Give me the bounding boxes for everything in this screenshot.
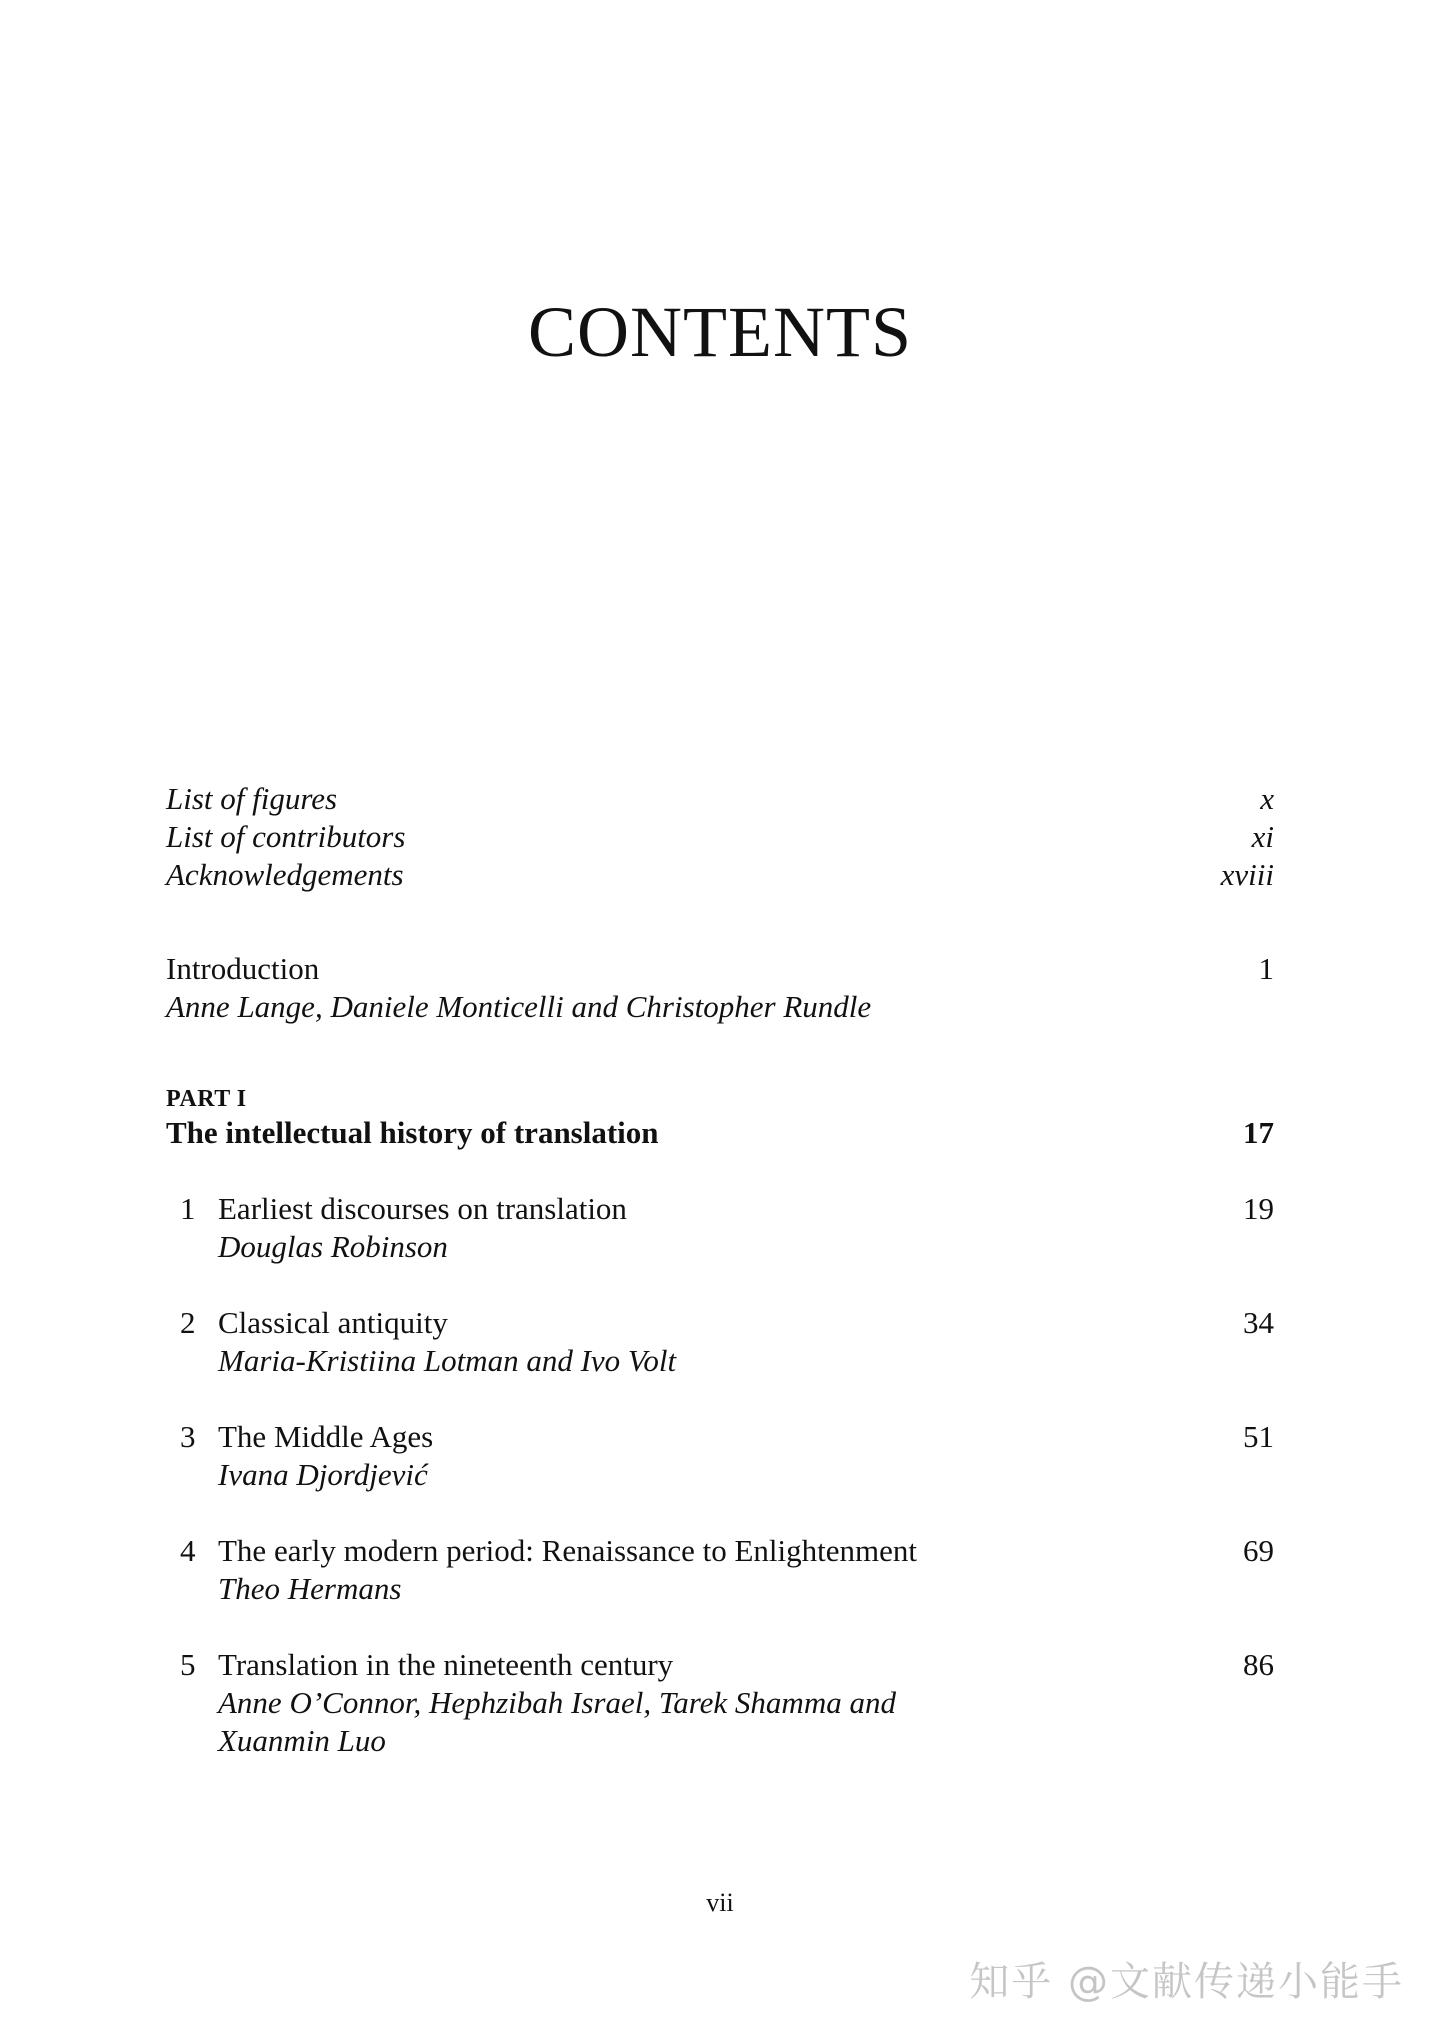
chapter-number: 1 [180,1191,196,1226]
introduction-authors: Anne Lange, Daniele Monticelli and Christopher Rundle [166,989,872,1024]
chapter-authors: Ivana Djordjević [218,1457,428,1492]
chapter-title: Earliest discourses on translation [218,1191,627,1226]
watermark-text: 知乎 @文献传递小能手 [969,1959,1404,2005]
toc-chapter-3[interactable] [166,1418,1274,1494]
introduction-page: 1 [1258,951,1274,986]
chapter-title: The Middle Ages [218,1419,434,1454]
page-title: CONTENTS [528,292,912,373]
chapter-authors: Douglas Robinson [218,1229,448,1264]
chapter-page: 86 [1243,1647,1274,1682]
toc-chapter-1[interactable] [166,1190,1274,1266]
part-page: 17 [1243,1115,1274,1150]
part-label: PART I [166,1086,247,1112]
chapter-number: 5 [180,1647,196,1682]
footer-page-number: vii [706,1888,734,1917]
toc-chapter-2[interactable] [166,1304,1274,1380]
toc-entry-page: xviii [1220,857,1274,892]
toc-entry-label: Acknowledgements [166,857,404,892]
chapter-number: 3 [180,1419,196,1454]
toc-entry-list-of-figures[interactable] [166,780,1274,818]
chapter-page: 69 [1243,1533,1274,1568]
chapter-title: The early modern period: Renaissance to Enlightenment [218,1533,917,1568]
chapter-authors: Theo Hermans [218,1571,402,1606]
chapter-page: 19 [1243,1191,1274,1226]
table-of-contents [166,780,1274,1760]
chapter-title: Translation in the nineteenth century [218,1647,674,1682]
toc-entry-acknowledgements[interactable] [166,856,1274,894]
toc-chapter-4[interactable] [166,1532,1274,1608]
toc-part-one[interactable] [166,1084,1274,1152]
chapter-authors: Anne O’Connor, Hephzibah Israel, Tarek Shamma and Xuanmin Luo [218,1685,896,1758]
introduction-label: Introduction [166,951,320,986]
part-title: The intellectual history of translation [166,1115,659,1150]
toc-entry-list-of-contributors[interactable] [166,818,1274,856]
chapter-authors: Maria-Kristiina Lotman and Ivo Volt [218,1343,677,1378]
chapter-page: 34 [1243,1305,1274,1340]
toc-entry-label: List of contributors [166,819,406,854]
toc-entry-introduction[interactable] [166,950,1274,1026]
toc-entry-page: x [1260,781,1274,816]
chapter-page: 51 [1243,1419,1274,1454]
chapter-number: 2 [180,1305,196,1340]
chapter-title: Classical antiquity [218,1305,448,1340]
toc-chapter-5[interactable] [166,1646,1274,1760]
toc-entry-page: xi [1251,819,1274,854]
toc-entry-label: List of figures [166,781,338,816]
chapter-number: 4 [180,1533,196,1568]
